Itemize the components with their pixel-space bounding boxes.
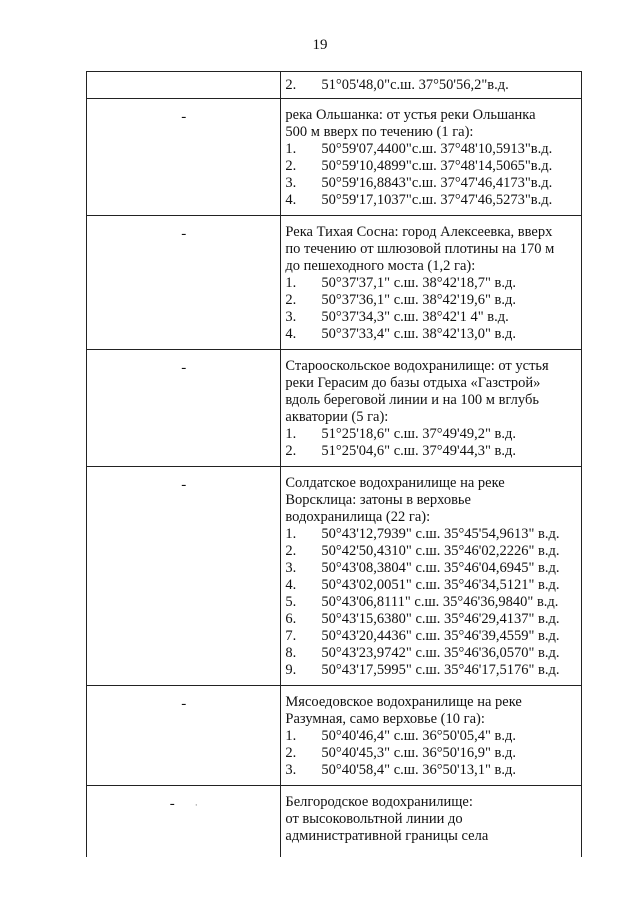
coordinate-number: 4. — [285, 192, 297, 208]
row-dash: - — [181, 360, 187, 376]
coordinate-item — [285, 175, 581, 192]
row-content-cell — [281, 686, 582, 786]
row-content-cell — [281, 786, 582, 858]
coordinate-value: 50°37'37,1" с.ш. 38°42'18,7" в.д. — [321, 275, 517, 291]
coordinate-item — [285, 745, 581, 762]
coordinate-item — [285, 762, 581, 779]
description-line: Мясоедовское водохранилище на реке — [285, 694, 522, 710]
water-objects-table — [86, 71, 582, 857]
coordinate-value: 50°42'50,4310" с.ш. 35°46'02,2226" в.д. — [321, 543, 560, 559]
coordinate-item — [285, 443, 581, 460]
row-content-cell — [281, 350, 582, 467]
row-content-cell — [281, 72, 582, 99]
row-dash: - — [181, 226, 187, 242]
coordinate-item — [285, 192, 581, 209]
coordinate-number: 2. — [285, 292, 297, 308]
coordinate-value: 50°59'10,4899"с.ш. 37°48'14,5065"в.д. — [321, 158, 553, 174]
coordinate-number: 1. — [285, 526, 297, 542]
table-row — [87, 786, 582, 858]
description-line: Солдатское водохранилище на реке — [285, 475, 505, 491]
coordinate-number: 1. — [285, 728, 297, 744]
coordinate-number: 3. — [285, 309, 297, 325]
coordinate-item — [285, 577, 581, 594]
row-dash: - — [169, 796, 175, 812]
row-marker-cell — [87, 350, 281, 467]
coordinate-item — [285, 426, 581, 443]
description-line: Ворсклица: затоны в верховье — [285, 492, 471, 508]
row-dash: - — [181, 109, 187, 125]
coordinate-item — [285, 543, 581, 560]
coordinate-value: 50°40'45,3" с.ш. 36°50'16,9" в.д. — [321, 745, 517, 761]
table-row — [87, 686, 582, 786]
coordinate-value: 50°43'20,4436" с.ш. 35°46'39,4559" в.д. — [321, 628, 560, 644]
coordinate-number: 4. — [285, 326, 297, 342]
coordinate-value: 50°59'17,1037"с.ш. 37°47'46,5273"в.д. — [321, 192, 553, 208]
table-row — [87, 72, 582, 99]
coordinate-number: 8. — [285, 645, 297, 661]
row-content-cell — [281, 467, 582, 686]
coordinate-value: 50°37'33,4" с.ш. 38°42'13,0" в.д. — [321, 326, 517, 342]
coordinate-value: 50°40'58,4" с.ш. 36°50'13,1" в.д. — [321, 762, 517, 778]
coordinate-number: 7. — [285, 628, 297, 644]
coordinate-number: 6. — [285, 611, 297, 627]
coordinate-item — [285, 292, 581, 309]
description-line: административной границы села — [285, 828, 489, 844]
description-line: Старооскольское водохранилище: от устья — [285, 358, 549, 374]
coordinate-item — [285, 275, 581, 292]
description-line: по течению от шлюзовой плотины на 170 м — [285, 241, 555, 257]
row-marker-cell — [87, 99, 281, 216]
row-marker-cell — [87, 786, 281, 858]
coordinate-item — [285, 594, 581, 611]
description-line: акватории (5 га): — [285, 409, 389, 425]
coordinate-item — [285, 611, 581, 628]
description-line: 500 м вверх по течению (1 га): — [285, 124, 474, 140]
coordinate-number: 2. — [285, 745, 297, 761]
coordinate-item — [285, 158, 581, 175]
coordinate-item — [285, 560, 581, 577]
coordinate-value: 50°59'07,4400"с.ш. 37°48'10,5913"в.д. — [321, 141, 553, 157]
description-line: от высоковольтной линии до — [285, 811, 463, 827]
coordinate-value: 50°37'34,3" с.ш. 38°42'1 4" в.д. — [321, 309, 509, 325]
coordinate-number: 3. — [285, 762, 297, 778]
coordinate-item — [285, 141, 581, 158]
coordinate-number: 4. — [285, 577, 297, 593]
coordinate-number: 1. — [285, 426, 297, 442]
coordinate-item — [285, 526, 581, 543]
coordinate-value: 50°43'15,6380" с.ш. 35°46'29,4137" в.д. — [321, 611, 560, 627]
coordinate-number: 2. — [285, 77, 297, 93]
row-marker-cell — [87, 467, 281, 686]
coordinate-value: 51°25'04,6" с.ш. 37°49'44,3" в.д. — [321, 443, 517, 459]
row-content-cell — [281, 216, 582, 350]
coordinate-value: 50°43'02,0051" с.ш. 35°46'34,5121" в.д. — [321, 577, 560, 593]
description-line: Река Тихая Сосна: город Алексеевка, вверх — [285, 224, 553, 240]
coordinate-value: 50°59'16,8843"с.ш. 37°47'46,4173"в.д. — [321, 175, 553, 191]
table-row — [87, 216, 582, 350]
coordinate-number: 1. — [285, 275, 297, 291]
coordinate-number: 5. — [285, 594, 297, 610]
coordinate-number: 3. — [285, 175, 297, 191]
row-content-cell — [281, 99, 582, 216]
table-row — [87, 99, 582, 216]
coordinate-item — [285, 728, 581, 745]
coordinate-value: 51°25'18,6" с.ш. 37°49'49,2" в.д. — [321, 426, 517, 442]
row-dash: - — [181, 696, 187, 712]
coordinate-number: 1. — [285, 141, 297, 157]
table-body — [87, 72, 582, 858]
coordinate-value: 51°05'48,0"с.ш. 37°50'56,2"в.д. — [321, 77, 509, 93]
row-marker-cell — [87, 686, 281, 786]
row-dash-extra: · — [194, 800, 198, 810]
row-dash: - — [181, 477, 187, 493]
coordinate-item — [285, 628, 581, 645]
description-line: Разумная, само верховье (10 га): — [285, 711, 485, 727]
description-line: Белгородское водохранилище: — [285, 794, 473, 810]
coordinate-number: 2. — [285, 543, 297, 559]
coordinate-number: 2. — [285, 443, 297, 459]
coordinate-number: 9. — [285, 662, 297, 678]
coordinate-number: 2. — [285, 158, 297, 174]
description-line: река Ольшанка: от устья реки Ольшанка — [285, 107, 536, 123]
page-number: 19 — [312, 37, 328, 53]
coordinate-item — [285, 645, 581, 662]
coordinate-value: 50°43'08,3804" с.ш. 35°46'04,6945" в.д. — [321, 560, 560, 576]
coordinate-item — [285, 662, 581, 679]
description-line: реки Герасим до базы отдыха «Газстрой» — [285, 375, 541, 391]
description-line: до пешеходного моста (1,2 га): — [285, 258, 476, 274]
coordinate-value: 50°43'17,5995" с.ш. 35°46'17,5176" в.д. — [321, 662, 560, 678]
coordinate-item — [285, 77, 581, 94]
row-marker-cell — [87, 216, 281, 350]
table-row — [87, 350, 582, 467]
row-marker-cell — [87, 72, 281, 99]
coordinate-value: 50°43'06,8111" с.ш. 35°46'36,9840" в.д. — [321, 594, 559, 610]
coordinate-number: 3. — [285, 560, 297, 576]
coordinate-item — [285, 309, 581, 326]
coordinate-value: 50°43'23,9742" с.ш. 35°46'36,0570" в.д. — [321, 645, 560, 661]
coordinate-item — [285, 326, 581, 343]
description-line: водохранилища (22 га): — [285, 509, 431, 525]
table-row — [87, 467, 582, 686]
coordinate-value: 50°37'36,1" с.ш. 38°42'19,6" в.д. — [321, 292, 517, 308]
description-line: вдоль береговой линии и на 100 м вглубь — [285, 392, 539, 408]
coordinate-value: 50°40'46,4" с.ш. 36°50'05,4" в.д. — [321, 728, 517, 744]
coordinate-value: 50°43'12,7939" с.ш. 35°45'54,9613" в.д. — [321, 526, 560, 542]
